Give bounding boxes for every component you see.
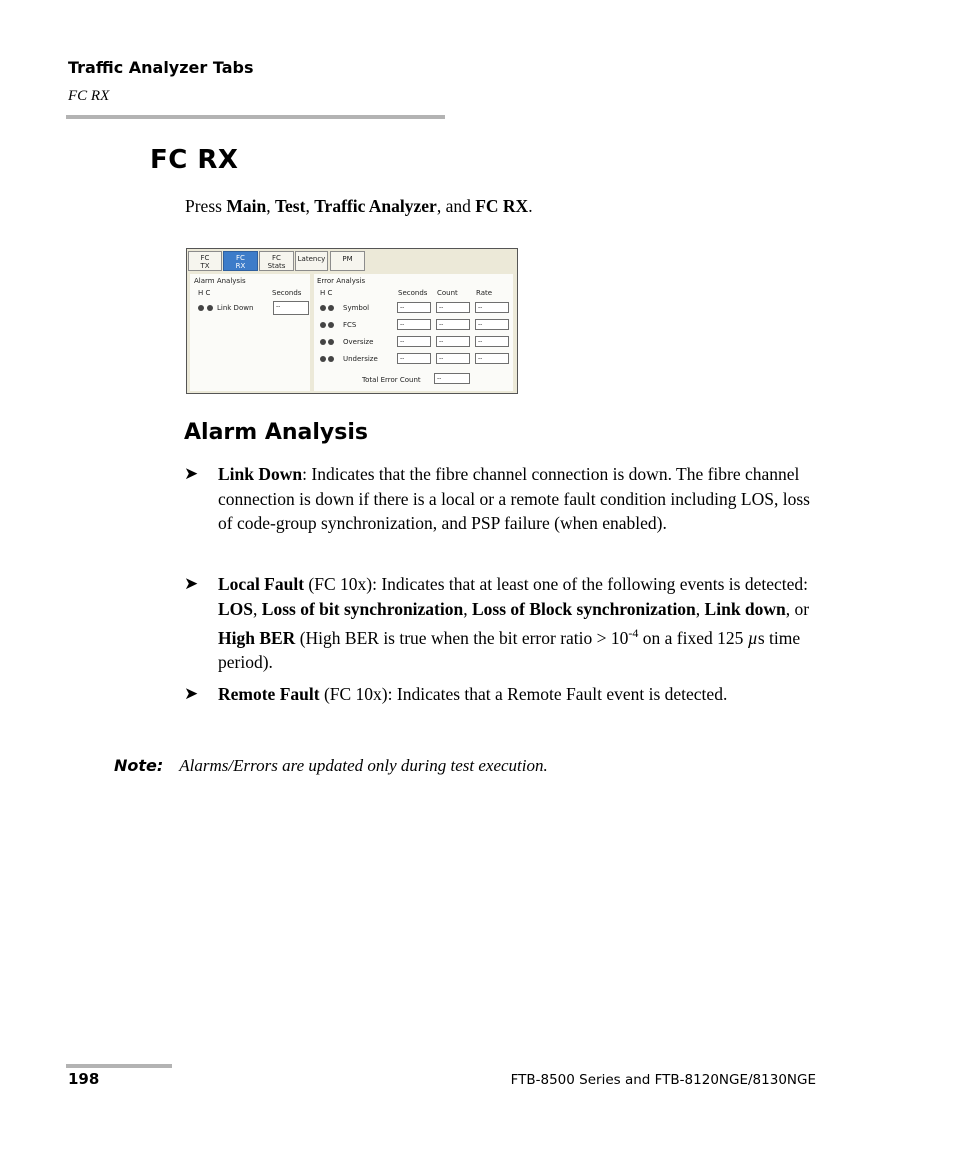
link-down-seconds-field: -- (273, 301, 309, 315)
error-row-label: Undersize (343, 355, 378, 363)
alarm-analysis-group (190, 274, 310, 391)
running-header-subtitle: FC RX (68, 88, 110, 104)
history-led-icon (198, 305, 204, 311)
current-led-icon (328, 322, 334, 328)
term-los: LOS (218, 598, 254, 619)
error-count-field: -- (436, 336, 470, 347)
error-count-field: -- (436, 302, 470, 313)
tab-pm[interactable] (330, 251, 365, 271)
sep: , or (785, 598, 810, 619)
error-row-label: Symbol (343, 304, 370, 312)
bullet-arrow-icon: ➤ (184, 464, 199, 483)
col-hc: H C (198, 289, 211, 297)
sep: , (695, 598, 705, 619)
footer-product: FTB-8500 Series and FTB-8120NGE/8130NGE (510, 1072, 816, 1088)
term-loss-block-sync: Loss of Block synchronization (471, 598, 696, 619)
current-led-icon (207, 305, 213, 311)
history-led-icon (320, 356, 326, 362)
error-group-title: Error Analysis (317, 277, 366, 285)
bullet-text: : Indicates that the fibre channel connection is down. The fibre channel connection is down if there is a local or a remote fault condition including LOS, loss of code-group synchronization, and PSP failure (when enabled). (218, 464, 810, 533)
bullet-remote-fault (218, 682, 818, 707)
bullet-term: Remote Fault (218, 684, 320, 704)
tab-label: Stats (267, 262, 286, 270)
error-rate-field: -- (475, 353, 509, 364)
tab-label: Latency (297, 255, 326, 263)
bullet-text: (FC 10x): Indicates that a Remote Fault event is detected. (319, 684, 728, 704)
history-led-icon (320, 305, 326, 311)
note (114, 756, 548, 776)
sep: , (253, 598, 262, 619)
error-analysis-group (314, 274, 513, 391)
col-hc: H C (320, 289, 333, 297)
tab-fc-rx[interactable] (223, 251, 258, 271)
error-seconds-field: -- (397, 336, 431, 347)
error-count-field: -- (436, 319, 470, 330)
bullet-text: on a fixed 125 (638, 627, 748, 648)
error-count-field: -- (436, 353, 470, 364)
page-number: 198 (68, 1070, 100, 1088)
fc-rx-screenshot (186, 248, 518, 394)
tab-label: FC (272, 254, 281, 262)
exponent: -4 (628, 626, 639, 640)
error-seconds-field: -- (397, 319, 431, 330)
note-label: Note: (114, 756, 164, 775)
current-led-icon (328, 339, 334, 345)
bullet-text: s time period). (218, 627, 801, 673)
total-error-count-label: Total Error Count (362, 376, 421, 384)
instr-sep: , and (436, 196, 476, 216)
bullet-term: Link Down (218, 464, 303, 484)
total-error-count-field: -- (434, 373, 470, 384)
error-rate-field: -- (475, 319, 509, 330)
term-high-ber: High BER (218, 627, 296, 648)
tab-label: FC (200, 254, 210, 262)
tab-label: TX (200, 262, 210, 270)
link-down-label: Link Down (217, 304, 254, 312)
tab-label: PM (342, 255, 353, 263)
instr-end: . (528, 196, 533, 216)
history-led-icon (320, 322, 326, 328)
error-rate-field: -- (475, 302, 509, 313)
error-row-label: FCS (343, 321, 357, 329)
tab-label: FC (236, 254, 245, 262)
instr-traffic: Traffic Analyzer (314, 196, 437, 216)
col-seconds: Seconds (398, 289, 428, 297)
col-rate: Rate (476, 289, 493, 297)
instr-test: Test (274, 196, 306, 216)
current-led-icon (328, 356, 334, 362)
history-led-icon (320, 339, 326, 345)
error-seconds-field: -- (397, 353, 431, 364)
term-loss-bit-sync: Loss of bit synchronization (261, 598, 464, 619)
current-led-icon (328, 305, 334, 311)
instr-sep: , (305, 196, 315, 216)
sep: , (463, 598, 472, 619)
tab-fc-tx[interactable] (188, 251, 222, 271)
section-title: FC RX (150, 145, 239, 175)
tab-fc-stats[interactable] (259, 251, 294, 271)
bullet-link-down (218, 462, 818, 536)
subsection-title: Alarm Analysis (184, 420, 368, 445)
tab-label: RX (235, 262, 246, 270)
col-seconds: Seconds (272, 289, 302, 297)
instr-press: Press (185, 196, 227, 216)
instruction-text (185, 196, 533, 217)
header-rule (66, 115, 445, 119)
error-seconds-field: -- (397, 302, 431, 313)
alarm-group-title: Alarm Analysis (194, 277, 246, 285)
col-count: Count (437, 289, 458, 297)
bullet-term: Local Fault (218, 574, 305, 594)
error-rate-field: -- (475, 336, 509, 347)
error-row-label: Oversize (343, 338, 374, 346)
instr-sep: , (266, 196, 275, 216)
footer-rule (66, 1064, 172, 1068)
mu-symbol: µ (747, 627, 758, 648)
instr-main: Main (226, 196, 267, 216)
instr-fcrx: FC RX (475, 196, 529, 216)
bullet-text: (High BER is true when the bit error ratio > 10 (295, 627, 629, 648)
bullet-local-fault (218, 572, 818, 675)
bullet-arrow-icon: ➤ (184, 574, 199, 593)
tab-latency[interactable] (295, 251, 328, 271)
bullet-arrow-icon: ➤ (184, 684, 199, 703)
bullet-text: (FC 10x): Indicates that at least one of the following events is detected: (304, 574, 809, 594)
term-link-down: Link down (704, 598, 786, 619)
running-header-title: Traffic Analyzer Tabs (68, 58, 254, 77)
note-text: Alarms/Errors are updated only during test execution. (179, 756, 548, 775)
